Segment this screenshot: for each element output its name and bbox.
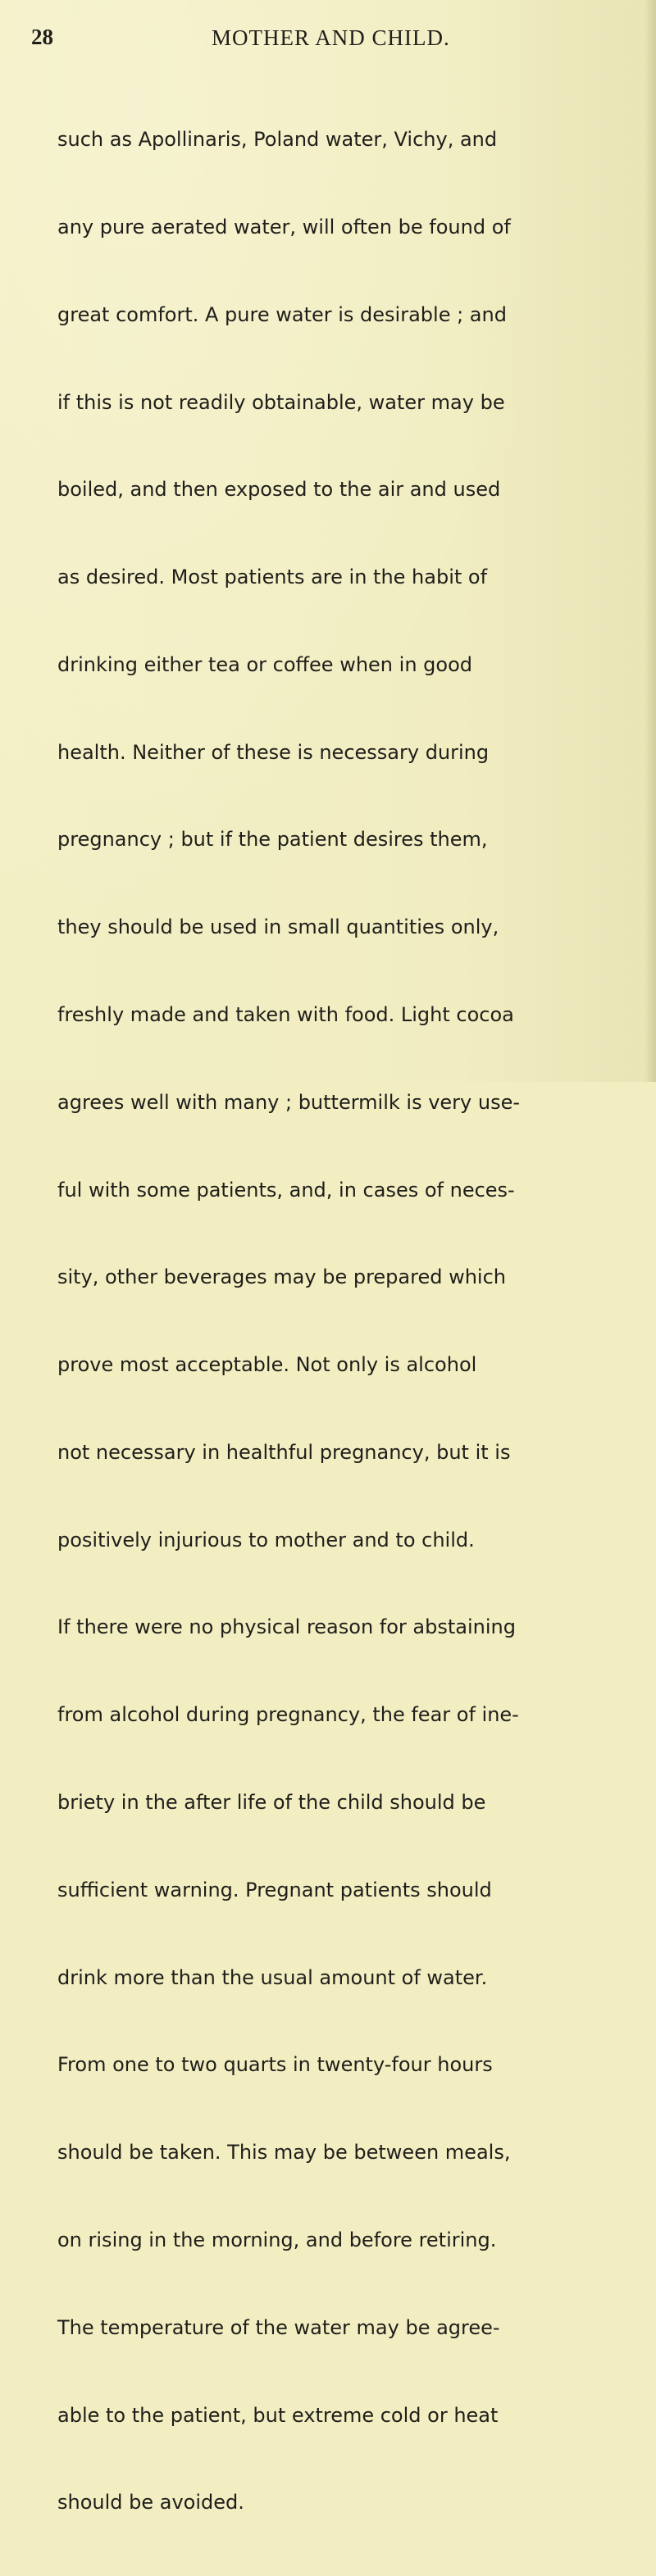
text-line: great comfort. A pure water is desirable ; and: [57, 302, 507, 326]
text-line: health. Neither of these is necessary during: [57, 740, 490, 764]
text-line: on rising in the morning, and before retiring.: [57, 2228, 497, 2251]
text-line: briety in the after life of the child should be: [57, 1791, 486, 1815]
text-line: drinking either tea or coffee when in good: [57, 652, 472, 676]
text-line: any pure aerated water, will often be found of: [57, 215, 511, 239]
text-line: drink more than the usual amount of water.: [57, 1965, 488, 1989]
text-line: if this is not readily obtainable, water may be: [57, 390, 505, 414]
text-line: From one to two quarts in twenty-four hours: [57, 2053, 493, 2077]
text-line: as desired. Most patients are in the habit of: [57, 566, 488, 589]
text-line: agrees well with many ; buttermilk is very use-: [57, 1090, 521, 1114]
text-line: sity, other beverages may be prepared which: [57, 1265, 506, 1289]
text-line: should be avoided.: [57, 2491, 244, 2515]
page-header: [31, 23, 622, 52]
text-line: from alcohol during pregnancy, the fear of ine-: [57, 1703, 519, 1727]
body-text: [57, 67, 604, 2576]
text-line: they should be used in small quantities only,: [57, 915, 499, 939]
text-line: The temperature of the water may be agree-: [57, 2315, 500, 2339]
text-line: should be taken. This may be between meals,: [57, 2141, 511, 2165]
text-line: boiled, and then exposed to the air and used: [57, 478, 501, 502]
text-line: sufficient warning. Pregnant patients should: [57, 1878, 492, 1901]
page-number: 28: [31, 25, 53, 49]
text-line: If there were no physical reason for abstaining: [57, 1615, 516, 1639]
text-line: freshly made and taken with food. Light cocoa: [57, 1003, 514, 1026]
text-line: pregnancy ; but if the patient desires them,: [57, 828, 488, 852]
page-edge-shadow: [645, 0, 656, 1082]
text-line: prove most acceptable. Not only is alcohol: [57, 1353, 477, 1377]
running-head: MOTHER AND CHILD.: [212, 25, 450, 50]
text-line: such as Apollinaris, Poland water, Vichy, and: [57, 128, 498, 152]
text-line: able to the patient, but extreme cold or heat: [57, 2403, 499, 2427]
text-line: positively injurious to mother and to child.: [57, 1528, 475, 1552]
text-line: not necessary in healthful pregnancy, but it is: [57, 1440, 511, 1464]
text-line: ful with some patients, and, in cases of neces-: [57, 1178, 515, 1202]
